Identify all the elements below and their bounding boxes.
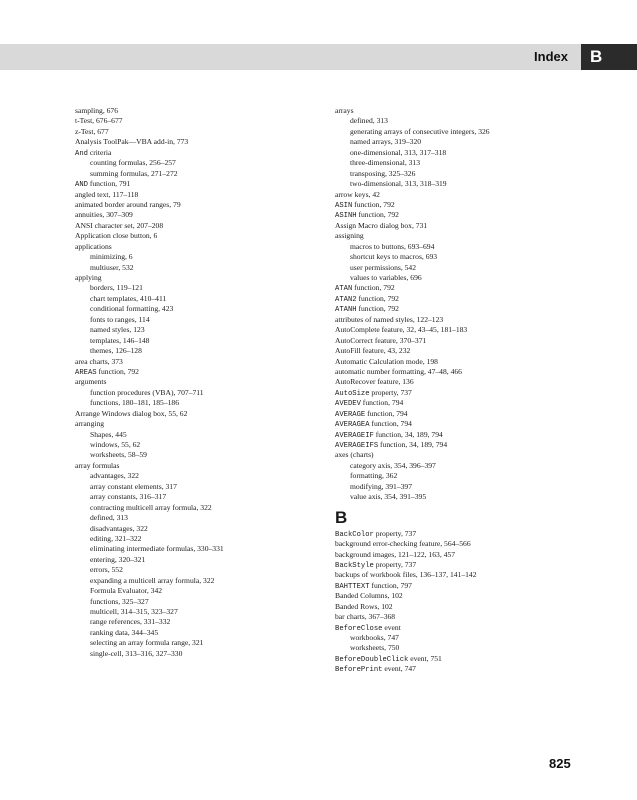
index-entry-text: Shapes, 445 xyxy=(90,429,127,439)
index-entry xyxy=(75,179,315,189)
index-entry xyxy=(335,346,575,356)
index-entry-text: annuities, 307–309 xyxy=(75,210,133,220)
index-column-right xyxy=(335,106,575,675)
index-entry-text: category axis, 354, 396–397 xyxy=(350,460,436,470)
index-entry-text: function procedures (VBA), 707–711 xyxy=(90,387,204,397)
index-entry-text: function, 792 xyxy=(356,293,399,303)
index-entry-text: summing formulas, 271–272 xyxy=(90,168,178,178)
index-entry-text: function, 792 xyxy=(352,199,395,209)
index-entry-code: ASINH xyxy=(335,212,357,221)
index-entry xyxy=(75,565,315,575)
index-entry-text: Banded Columns, 102 xyxy=(335,591,403,601)
index-entry xyxy=(335,106,575,116)
index-entry-text: values to variables, 696 xyxy=(350,273,422,282)
index-entry-text: disadvantages, 322 xyxy=(90,523,148,533)
index-entry-text: Application close button, 6 xyxy=(75,231,158,241)
index-entry-text: formatting, 362 xyxy=(350,471,398,481)
index-entry-text: conditional formatting, 423 xyxy=(90,304,174,314)
index-entry-text: named styles, 123 xyxy=(90,325,145,335)
index-entry-text: arguments xyxy=(75,377,107,387)
index-entry xyxy=(75,419,315,429)
index-entry-text: function, 792 xyxy=(96,366,139,376)
index-entry-text: sampling, 676 xyxy=(75,106,119,115)
index-entry-code: BeforePrint xyxy=(335,666,383,675)
index-entry xyxy=(75,555,315,565)
index-entry-text: multiuser, 532 xyxy=(90,262,134,272)
index-entry-text: ranking data, 344–345 xyxy=(90,627,159,637)
index-entry-text: windows, 55, 62 xyxy=(90,440,141,449)
index-entry xyxy=(75,628,315,638)
index-entry xyxy=(75,169,315,179)
index-entry-code: BeforeClose xyxy=(335,624,383,633)
index-entry xyxy=(75,534,315,544)
index-entry-text: Analysis ToolPak—VBA add-in, 773 xyxy=(75,137,189,147)
index-entry xyxy=(75,210,315,220)
index-entry xyxy=(335,409,575,419)
index-entry-text: applications xyxy=(75,241,112,251)
index-entry xyxy=(335,294,575,304)
index-entry-text: bar charts, 367–368 xyxy=(335,612,396,622)
index-entry-code: BeforeDoubleClick xyxy=(335,655,409,664)
index-entry xyxy=(75,200,315,210)
index-entry-text: Banded Rows, 102 xyxy=(335,601,393,611)
index-entry xyxy=(75,127,315,137)
index-entry xyxy=(335,398,575,408)
index-entry-code: ATAN xyxy=(335,285,353,294)
index-entry xyxy=(335,242,575,252)
index-entry xyxy=(335,633,575,643)
index-entry-text: fonts to ranges, 114 xyxy=(90,314,150,324)
index-entry-text: functions, 325–327 xyxy=(90,596,149,606)
index-entry-text: themes, 126–128 xyxy=(90,346,142,356)
index-entry-text: automatic number formatting, 47–48, 466 xyxy=(335,366,462,376)
index-entry xyxy=(75,190,315,200)
index-entry-text: AutoFill feature, 43, 232 xyxy=(335,346,411,356)
index-entry xyxy=(75,336,315,346)
index-entry-text: function, 792 xyxy=(356,210,399,220)
index-entry-text: function, 34, 189, 794 xyxy=(378,440,448,449)
index-entry-text: errors, 552 xyxy=(90,565,123,575)
index-entry-text: function, 794 xyxy=(365,408,408,418)
index-entry xyxy=(335,643,575,653)
index-entry-text: Assign Macro dialog box, 731 xyxy=(335,220,428,230)
index-entry-text: worksheets, 750 xyxy=(350,643,400,653)
index-entry xyxy=(335,602,575,612)
index-entry xyxy=(335,539,575,549)
index-entry xyxy=(75,263,315,273)
index-entry-text: function, 792 xyxy=(352,283,395,293)
index-entry-text: borders, 119–121 xyxy=(90,283,143,293)
index-entry-text: z-Test, 677 xyxy=(75,126,109,136)
index-entry-text: Arrange Windows dialog box, 55, 62 xyxy=(75,408,188,418)
index-entry-text: AutoComplete feature, 32, 43–45, 181–183 xyxy=(335,325,468,335)
index-entry-text: area charts, 373 xyxy=(75,356,123,366)
running-header-title: Index xyxy=(534,49,568,64)
index-entry xyxy=(75,106,315,116)
index-entry xyxy=(335,440,575,450)
index-entry xyxy=(335,200,575,210)
index-entry-text: arrays xyxy=(335,106,354,115)
index-entry xyxy=(335,388,575,398)
index-entry xyxy=(75,586,315,596)
index-entry-code: AND xyxy=(75,181,88,190)
index-entry-text: generating arrays of consecutive integers, 326 xyxy=(350,126,490,136)
index-entry-text: function, 791 xyxy=(87,179,131,189)
index-entry-text: advantages, 322 xyxy=(90,471,139,481)
index-entry xyxy=(335,137,575,147)
index-entry xyxy=(75,409,315,419)
index-entry-text: event, 747 xyxy=(382,664,416,674)
index-entry-text: animated border around ranges, 79 xyxy=(75,199,181,209)
index-entry-code: ATANH xyxy=(335,306,357,315)
index-entry xyxy=(335,158,575,168)
index-entry xyxy=(335,591,575,601)
index-entry xyxy=(335,570,575,580)
index-entry xyxy=(335,471,575,481)
index-entry-text: counting formulas, 256–257 xyxy=(90,158,176,168)
index-entry-text: ANSI character set, 207–208 xyxy=(75,220,164,230)
index-entry-text: value axis, 354, 391–395 xyxy=(350,492,427,502)
index-column-left xyxy=(75,106,315,659)
index-entry xyxy=(75,597,315,607)
index-entry-code: AVERAGE xyxy=(335,410,366,419)
index-entry-text: eliminating intermediate formulas, 330–331 xyxy=(90,544,224,554)
index-entry-text: property, 737 xyxy=(373,559,417,569)
index-entry xyxy=(75,252,315,262)
index-entry xyxy=(335,127,575,137)
index-entry xyxy=(75,377,315,387)
index-entry-text: named arrays, 319–320 xyxy=(350,137,422,147)
index-entry xyxy=(335,550,575,560)
index-entry xyxy=(335,325,575,335)
index-entry-text: attributes of named styles, 122–123 xyxy=(335,314,444,324)
index-entry xyxy=(335,169,575,179)
index-entry xyxy=(75,304,315,314)
index-entry-text: two-dimensional, 313, 318–319 xyxy=(350,179,447,189)
index-entry xyxy=(335,377,575,387)
index-entry-text: modifying, 391–397 xyxy=(350,481,413,491)
index-entry xyxy=(75,471,315,481)
index-entry-text: array constant elements, 317 xyxy=(90,481,177,491)
index-entry xyxy=(75,513,315,523)
index-entry-text: function, 794 xyxy=(369,419,412,429)
index-entry xyxy=(75,357,315,367)
index-entry xyxy=(75,158,315,168)
index-entry xyxy=(335,315,575,325)
index-entry-text: functions, 180–181, 185–186 xyxy=(90,398,180,408)
index-entry-text: property, 737 xyxy=(373,528,417,538)
index-entry xyxy=(335,450,575,460)
index-entry-text: Formula Evaluator, 342 xyxy=(90,586,163,596)
index-entry-text: arrow keys, 42 xyxy=(335,189,380,199)
index-entry-text: templates, 146–148 xyxy=(90,335,150,345)
index-entry xyxy=(335,148,575,158)
index-entry xyxy=(75,283,315,293)
index-entry xyxy=(75,273,315,283)
index-entry xyxy=(75,398,315,408)
index-entry-text: angled text, 117–118 xyxy=(75,189,139,199)
index-entry-text: transposing, 325–326 xyxy=(350,168,416,178)
index-entry-text: backups of workbook files, 136–137, 141–142 xyxy=(335,570,477,580)
index-entry xyxy=(75,148,315,158)
index-entry-text: shortcut keys to macros, 693 xyxy=(350,252,438,262)
index-entry-text: defined, 313 xyxy=(90,513,128,523)
index-entry-text: assigning xyxy=(335,231,364,241)
index-entry xyxy=(335,210,575,220)
section-heading: B xyxy=(335,507,348,527)
index-entry xyxy=(335,581,575,591)
index-entry xyxy=(75,503,315,513)
index-entry-text: event, 751 xyxy=(408,653,442,663)
index-entry xyxy=(75,116,315,126)
index-entry xyxy=(75,524,315,534)
index-entry-text: entering, 320–321 xyxy=(90,554,146,564)
index-entry-text: background images, 121–122, 163, 457 xyxy=(335,549,456,559)
index-entry-text: contracting multicell array formula, 322 xyxy=(90,502,212,512)
index-entry xyxy=(75,607,315,617)
index-entry-text: property, 737 xyxy=(369,387,412,397)
index-entry xyxy=(335,492,575,502)
index-entry xyxy=(335,529,575,539)
index-entry xyxy=(335,336,575,346)
index-entry-text: t-Test, 676–677 xyxy=(75,116,123,126)
index-entry-text: arranging xyxy=(75,419,105,429)
index-entry-text: AutoCorrect feature, 370–371 xyxy=(335,335,427,345)
index-entry-text: worksheets, 58–59 xyxy=(90,450,147,460)
index-entry xyxy=(335,560,575,570)
index-entry xyxy=(75,482,315,492)
index-entry-text: array formulas xyxy=(75,460,120,470)
index-entry xyxy=(335,664,575,674)
index-entry xyxy=(75,638,315,648)
index-entry-text: Automatic Calculation mode, 198 xyxy=(335,356,438,366)
index-entry xyxy=(335,231,575,241)
index-entry xyxy=(335,430,575,440)
index-entry-code: AVERAGEA xyxy=(335,421,370,430)
index-entry xyxy=(335,221,575,231)
index-entry xyxy=(75,388,315,398)
index-entry-code: ASIN xyxy=(335,201,353,210)
index-entry xyxy=(335,419,575,429)
index-entry xyxy=(335,273,575,283)
index-entry-text: single-cell, 313–316, 327–330 xyxy=(90,648,183,658)
index-entry-code: AVEDEV xyxy=(335,400,361,409)
index-entry-text: chart templates, 410–411 xyxy=(90,293,167,303)
index-entry-text: event xyxy=(382,622,401,632)
index-entry-text: macros to buttons, 693–694 xyxy=(350,241,435,251)
index-entry-code: AVERAGEIF xyxy=(335,431,374,440)
index-entry xyxy=(335,304,575,314)
index-entry-text: array constants, 316–317 xyxy=(90,492,167,502)
index-entry-text: defined, 313 xyxy=(350,116,388,126)
index-entry xyxy=(75,242,315,252)
index-entry-text: function, 794 xyxy=(360,398,404,408)
index-entry-code: AREAS xyxy=(75,368,97,377)
index-entry xyxy=(75,346,315,356)
index-entry xyxy=(75,315,315,325)
index-entry-code: AVERAGEIFS xyxy=(335,442,379,450)
index-entry-text: function, 792 xyxy=(356,304,399,314)
index-entry-text: expanding a multicell array formula, 322 xyxy=(90,575,215,585)
index-entry-code: ATAN2 xyxy=(335,295,357,304)
index-entry xyxy=(335,654,575,664)
index-entry xyxy=(75,367,315,377)
index-entry-code: BackColor xyxy=(335,530,374,539)
index-entry xyxy=(75,461,315,471)
index-entry xyxy=(75,576,315,586)
index-entry xyxy=(335,623,575,633)
index-entry xyxy=(75,221,315,231)
index-entry-code: And xyxy=(75,149,88,158)
index-entry xyxy=(75,137,315,147)
index-entry xyxy=(75,649,315,659)
index-entry xyxy=(75,231,315,241)
index-entry xyxy=(335,116,575,126)
index-entry-text: three-dimensional, 313 xyxy=(350,158,421,168)
index-entry-text: editing, 321–322 xyxy=(90,533,142,543)
index-entry-text: minimizing, 6 xyxy=(90,252,133,262)
index-entry-code: AutoSize xyxy=(335,389,370,398)
index-entry-code: BackStyle xyxy=(335,561,374,570)
index-entry xyxy=(75,294,315,304)
index-entry xyxy=(335,367,575,377)
index-entry xyxy=(335,252,575,262)
index-entry xyxy=(335,357,575,367)
index-entry xyxy=(75,617,315,627)
index-entry-text: AutoRecover feature, 136 xyxy=(335,377,414,387)
index-entry xyxy=(75,325,315,335)
index-entry xyxy=(75,544,315,554)
index-entry-text: background error-checking feature, 564–566 xyxy=(335,539,471,549)
index-entry-text: axes (charts) xyxy=(335,450,374,460)
index-entry-text: selecting an array formula range, 321 xyxy=(90,638,204,648)
index-entry-text: applying xyxy=(75,273,102,282)
index-entry xyxy=(335,179,575,189)
index-entry-text: workbooks, 747 xyxy=(350,633,399,642)
index-entry-text: range references, 331–332 xyxy=(90,617,171,627)
index-entry-text: criteria xyxy=(87,147,112,157)
index-entry xyxy=(335,482,575,492)
index-entry xyxy=(75,492,315,502)
index-entry-code: BAHTTEXT xyxy=(335,582,370,591)
index-entry xyxy=(335,190,575,200)
index-entry xyxy=(335,283,575,293)
index-entry xyxy=(335,461,575,471)
index-entry xyxy=(75,440,315,450)
index-entry-text: multicell, 314–315, 323–327 xyxy=(90,607,178,616)
index-entry xyxy=(75,450,315,460)
index-entry xyxy=(335,263,575,273)
section-tab: B xyxy=(581,44,637,70)
index-entry-text: one-dimensional, 313, 317–318 xyxy=(350,147,447,157)
index-entry-text: function, 797 xyxy=(369,580,412,590)
index-entry-text: user permissions, 542 xyxy=(350,262,417,272)
index-entry xyxy=(75,430,315,440)
index-entry xyxy=(335,612,575,622)
page-number: 825 xyxy=(549,756,571,771)
index-entry-text: function, 34, 189, 794 xyxy=(373,429,443,439)
